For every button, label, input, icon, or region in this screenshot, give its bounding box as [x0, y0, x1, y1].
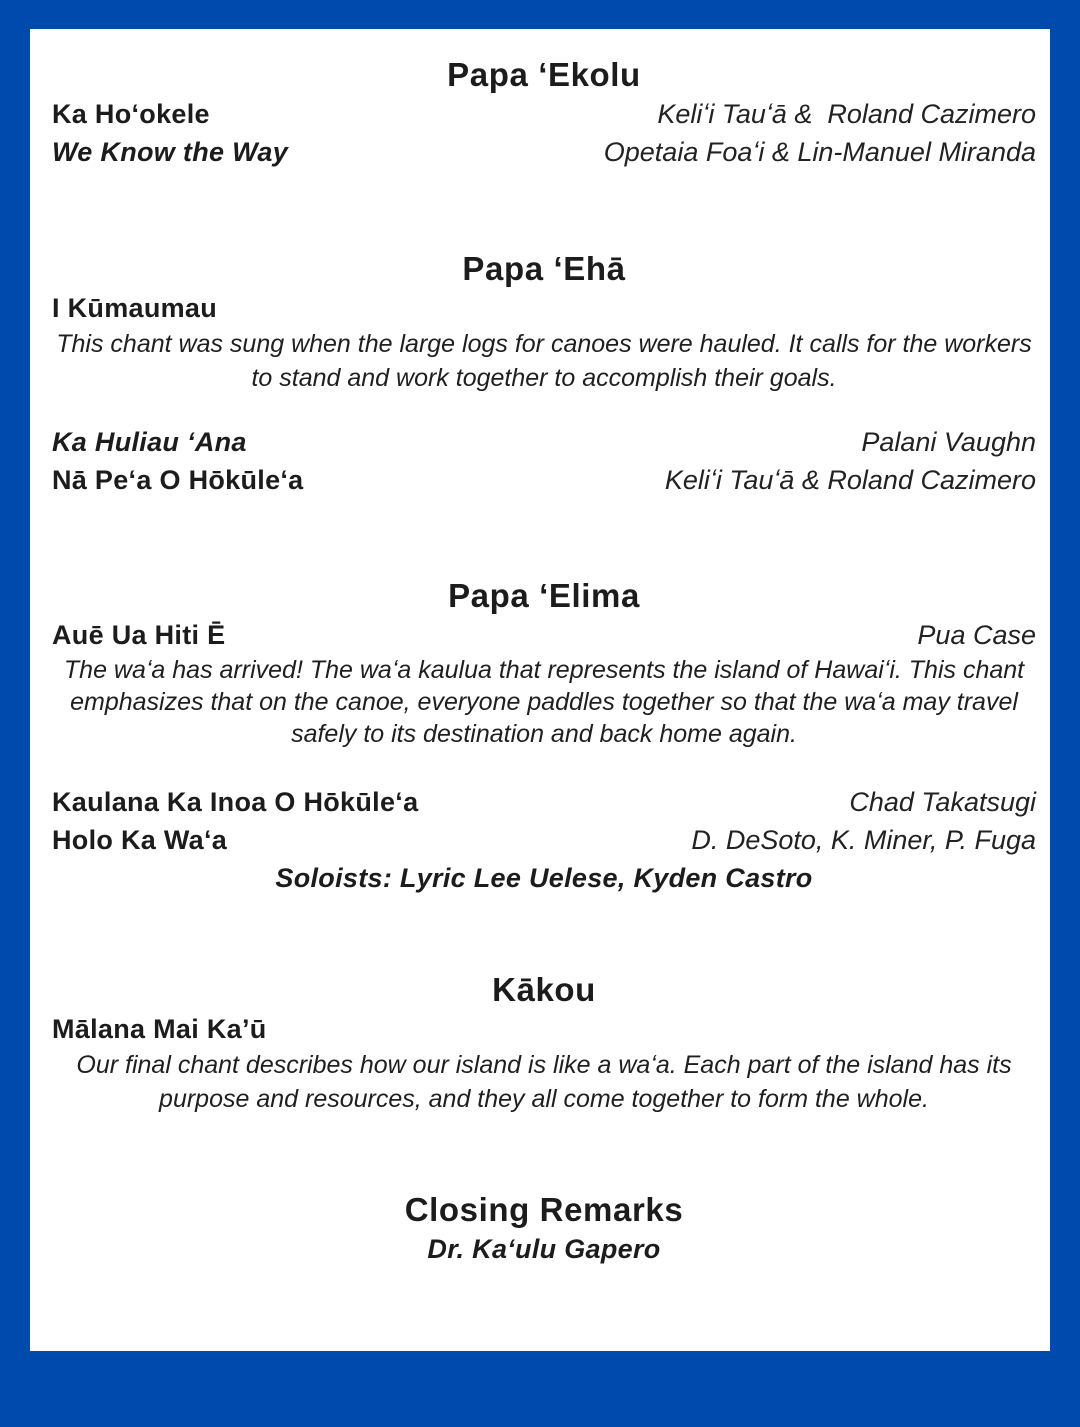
soloists-credit: Soloists: Lyric Lee Uelese, Kyden Castro: [275, 863, 813, 893]
program-row: [52, 461, 1036, 499]
song-title: I Kūmaumau: [52, 293, 218, 323]
artist-credit: D. DeSoto, K. Miner, P. Fuga: [691, 825, 1036, 855]
section-heading-papa-elima: Papa ʻElima: [448, 577, 640, 614]
artist-credit: Keliʻi Tauʻā & Roland Cazimero: [664, 465, 1036, 495]
program-row: [52, 289, 1036, 327]
artist-credit: Opetaia Foaʻi & Lin-Manuel Miranda: [603, 137, 1036, 167]
program-row: [52, 1010, 1036, 1048]
program-row: [52, 821, 1036, 859]
song-title: We Know the Way: [52, 137, 289, 167]
description-line: purpose and resources, and they all come together to form the whole.: [159, 1085, 929, 1113]
section-heading-closing-remarks: Closing Remarks: [404, 1191, 684, 1228]
program-document: [0, 29, 1080, 1427]
chant-description: [52, 1048, 1036, 1116]
section-heading-papa-eha: Papa ʻEhā: [462, 250, 626, 287]
song-title: Kaulana Ka Inoa O Hōkūleʻa: [52, 787, 419, 817]
description-line: to stand and work together to accomplish their goals.: [251, 364, 837, 392]
song-title: Ka Huliau ʻAna: [52, 427, 247, 457]
song-title: Auē Ua Hiti Ē: [52, 620, 226, 650]
song-title: Mālana Mai Ka’ū: [52, 1014, 267, 1044]
artist-credit: Chad Takatsugi: [849, 787, 1036, 817]
program-row: [52, 423, 1036, 461]
program-row: [52, 783, 1036, 821]
description-line: Our final chant describes how our island is like a waʻa. Each part of the island has its: [76, 1051, 1012, 1079]
program-page: [30, 29, 1050, 1351]
artist-credit: Palani Vaughn: [861, 427, 1036, 457]
artist-credit: Pua Case: [917, 620, 1036, 650]
description-line: The waʻa has arrived! The waʻa kaulua that represents the island of Hawaiʻi. This chant: [63, 656, 1025, 684]
description-line: safely to its destination and back home again.: [291, 720, 797, 748]
song-title: Holo Ka Waʻa: [52, 825, 228, 855]
description-line: This chant was sung when the large logs for canoes were hauled. It calls for the workers: [56, 330, 1032, 358]
song-title: Ka Hoʻokele: [52, 99, 210, 129]
section-heading-papa-ekolu: Papa ʻEkolu: [447, 56, 641, 93]
program-row: [52, 95, 1036, 133]
description-line: emphasizes that on the canoe, everyone paddles together so that the waʻa may travel: [70, 688, 1018, 716]
song-title: Nā Peʻa O Hōkūleʻa: [52, 465, 304, 495]
chant-description: [52, 327, 1036, 395]
program-row: [52, 133, 1036, 171]
closing-speaker: Dr. Kaʻulu Gapero: [427, 1234, 661, 1264]
section-heading-kakou: Kākou: [492, 971, 596, 1008]
chant-description: [52, 654, 1036, 750]
artist-credit: Keliʻi Tauʻā & Roland Cazimero: [657, 99, 1036, 129]
program-row: [52, 616, 1036, 654]
